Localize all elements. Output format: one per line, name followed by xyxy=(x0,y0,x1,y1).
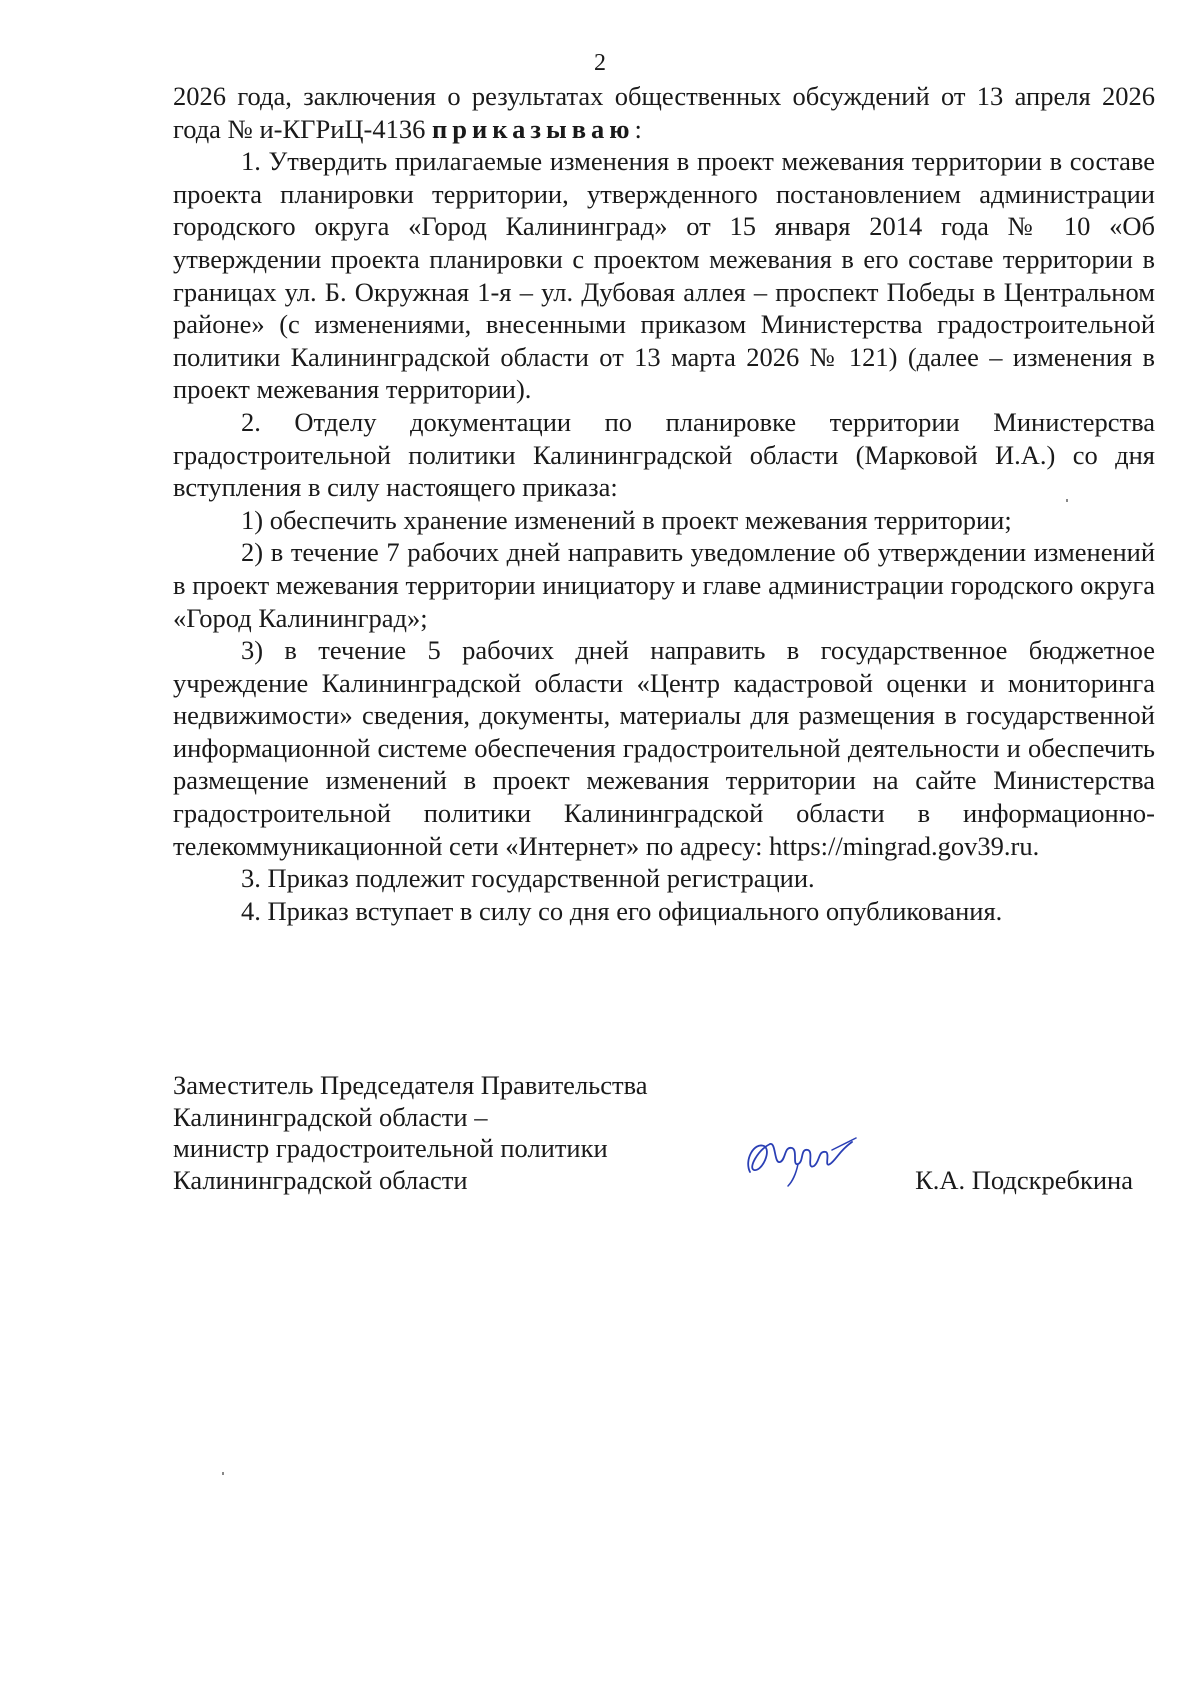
document-body xyxy=(173,80,1155,927)
handwritten-signature xyxy=(740,1120,860,1190)
order-subitem-2-2: 2) в течение 7 рабочих дней направить уведомление об утверждении изменений в проект межевания территории инициатору и главе администрации городского округа «Город Калининград»; xyxy=(173,537,1155,633)
order-item-1: 1. Утвердить прилагаемые изменения в проект межевания территории в составе проекта планировки территории, утвержденного постановлением администрации городского округа «Город Калининград» от 15 января 2014 года № 10 «Об утверждении проекта планировки с проектом межевания в его составе территории в границах ул. Б. Окружная 1-я – ул. Дубовая аллея – проспект Победы в Центральном районе» (с изменениями, внесенными приказом Министерства градостроительной политики Калининградской области от 13 марта 2026 № 121) (далее – изменения в проект межевания территории). xyxy=(173,146,1155,405)
order-item-3: 3. Приказ подлежит государственной регистрации. xyxy=(241,863,815,894)
order-subitem-2-1: 1) обеспечить хранение изменений в проект межевания территории; xyxy=(241,504,1012,535)
signatory-name: К.А. Подскребкина xyxy=(915,1165,1133,1195)
intro-paragraph xyxy=(173,80,1155,145)
intro-colon: : xyxy=(634,113,642,144)
signatory-title-line: Заместитель Председателя Правительства xyxy=(173,1070,648,1100)
scan-speck xyxy=(1066,499,1068,502)
signatory-title-line: министр градостроительной политики xyxy=(173,1133,608,1163)
signatory-title-line: Калининградской области – xyxy=(173,1101,488,1132)
order-item-2: 2. Отделу документации по планировке территории Министерства градостроительной политики Калининградской области (Марковой И.А.) со дня вступления в силу настоящего приказа: xyxy=(173,406,1155,503)
order-subitem-2-3: 3) в течение 5 рабочих дней направить в государственное бюджетное учреждение Калининградской области «Центр кадастровой оценки и мониторинга недвижимости» сведения, документы, материалы для размещения в государственной информационной системе обеспечения градостроительной деятельности и обеспечить размещение изменений в проект межевания территории на сайте Министерства градостроительной политики Калининградской области в информационно-телекоммуникационной сети «Интернет» по адресу: https://mingrad.gov39.ru. xyxy=(173,635,1155,861)
signatory-title-line: Калининградской области xyxy=(173,1164,468,1195)
page-number: 2 xyxy=(594,50,606,76)
scan-speck xyxy=(222,1472,224,1475)
order-keyword: приказываю xyxy=(431,113,635,144)
order-item-4: 4. Приказ вступает в силу со дня его официального опубликования. xyxy=(241,895,1003,926)
intro-text: 2026 года, заключения о результатах общественных обсуждений от 13 апреля 2026 года № и-КГРиЦ-4136 xyxy=(173,81,1155,144)
signatory-title xyxy=(173,1070,648,1196)
